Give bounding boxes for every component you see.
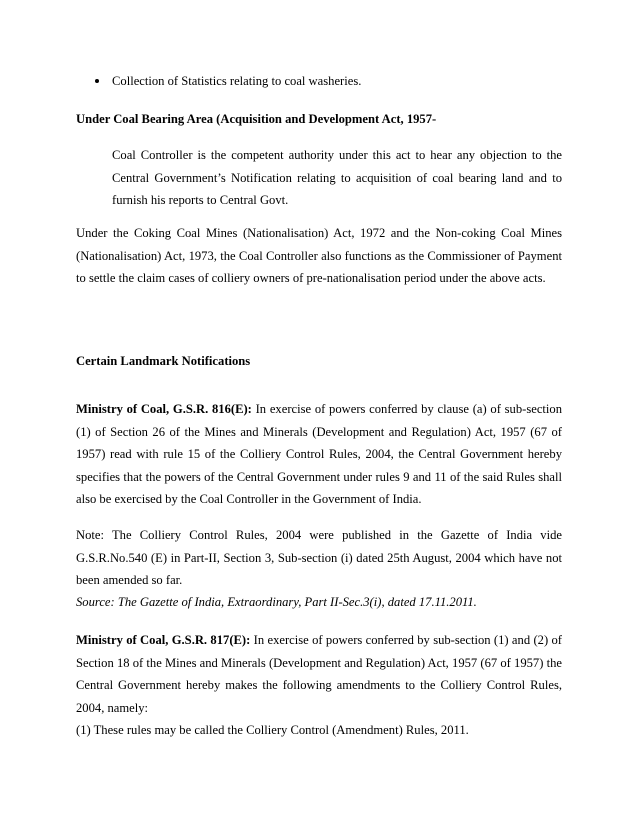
gsr817-item-1: (1) These rules may be called the Colliery Control (Amendment) Rules, 2011.: [76, 723, 469, 737]
source-citation: Source: The Gazette of India, Extraordinary, Part II-Sec.3(i), dated 17.11.2011.: [76, 595, 477, 609]
bullet-item: [90, 70, 560, 93]
coal-bearing-heading: Under Coal Bearing Area (Acquisition and Development Act, 1957-: [76, 112, 437, 126]
gsr816-body: In exercise of powers conferred by clause (a) of sub-section (1) of Section 26 of the Mines and Minerals (Development and Regulation) Act, 1957 (67 of 1957) read with rule 15 of the Colliery Control Rules, 2004, the Central Government hereby specifies that the powers of the Central Government under rules 9 and 11 of the said Rules shall also be exercised by the Coal Controller in the Government of India.: [76, 402, 562, 506]
note-paragraph: Note: The Colliery Control Rules, 2004 were published in the Gazette of India vide G.S.R.No.540 (E) in Part-II, Section 3, Sub-section (i) dated 25th August, 2004 which have not been amended so far.: [76, 528, 562, 587]
gsr817-lead: Ministry of Coal, G.S.R. 817(E):: [76, 633, 251, 647]
gsr817-paragraph: [76, 629, 562, 719]
gsr816-lead: Ministry of Coal, G.S.R. 816(E):: [76, 402, 252, 416]
bullet-text: Collection of Statistics relating to coal washeries.: [112, 74, 362, 88]
coal-bearing-paragraph: Coal Controller is the competent authority under this act to hear any objection to the Central Government’s Notification relating to acquisition of coal bearing land and to furnish his reports to Central Govt.: [112, 148, 562, 207]
landmark-heading: Certain Landmark Notifications: [76, 354, 251, 368]
gsr816-paragraph: [76, 398, 562, 511]
bullet-icon: [90, 70, 112, 93]
coking-paragraph: Under the Coking Coal Mines (Nationalisation) Act, 1972 and the Non-coking Coal Mines (Nationalisation) Act, 1973, the Coal Controller also functions as the Commissioner of Payment to settle the claim cases of colliery owners of pre-nationalisation period under the above acts.: [76, 226, 562, 285]
gsr817-body: In exercise of powers conferred by sub-section (1) and (2) of Section 18 of the Mines and Minerals (Development and Regulation) Act, 1957 (67 of 1957) the Central Government hereby makes the following amendments to the Colliery Control Rules, 2004, namely:: [76, 633, 562, 715]
